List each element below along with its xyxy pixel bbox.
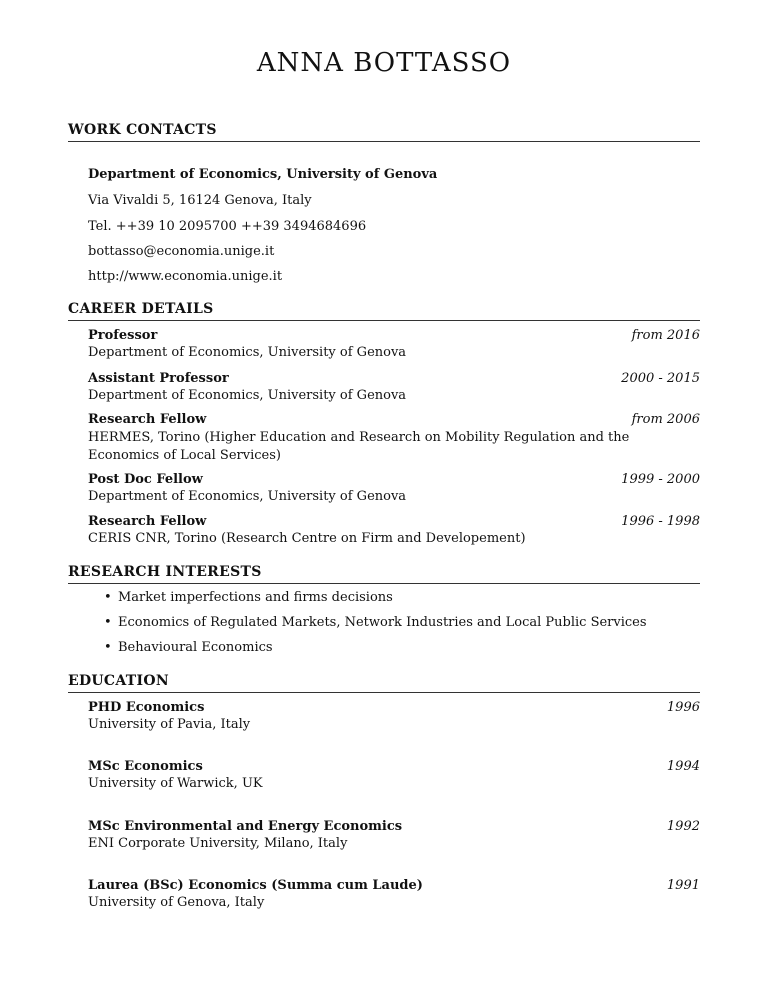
- phone: Tel. ++39 10 2095700 ++39 3494684696: [88, 219, 367, 234]
- education-place: University of Genova, Italy: [88, 895, 265, 910]
- section-heading-research: RESEARCH INTERESTS: [68, 564, 700, 584]
- career-place: Department of Economics, University of Genova: [88, 489, 407, 504]
- career-place: Department of Economics, University of Genova: [88, 345, 407, 360]
- bullet-icon: •: [104, 615, 112, 630]
- education-date: 1992: [666, 819, 700, 834]
- career-date: 2000 - 2015: [621, 371, 700, 386]
- career-role: Assistant Professor: [88, 371, 229, 386]
- career-role: Professor: [88, 328, 158, 343]
- education-degree: MSc Economics: [88, 759, 203, 774]
- career-date: 1999 - 2000: [621, 472, 700, 487]
- career-role: Research Fellow: [88, 412, 207, 427]
- education-place: ENI Corporate University, Milano, Italy: [88, 836, 348, 851]
- email-link[interactable]: bottasso@economia.unige.it: [88, 244, 275, 259]
- career-place: HERMES, Torino (Higher Education and Research on Mobility Regulation and the Economics of Local Services): [88, 430, 630, 463]
- bullet-icon: •: [104, 590, 112, 605]
- list-item: • Market imperfections and firms decisions: [104, 590, 393, 605]
- education-date: 1996: [666, 700, 700, 715]
- education-date: 1994: [666, 759, 700, 774]
- career-role: Post Doc Fellow: [88, 472, 203, 487]
- list-item: • Economics of Regulated Markets, Network Industries and Local Public Services: [104, 615, 647, 630]
- education-degree: MSc Environmental and Energy Economics: [88, 819, 403, 834]
- section-heading-education: EDUCATION: [68, 673, 700, 693]
- career-date: from 2016: [631, 328, 700, 343]
- address: Via Vivaldi 5, 16124 Genova, Italy: [88, 193, 312, 208]
- education-place: University of Pavia, Italy: [88, 717, 251, 732]
- website-link[interactable]: http://www.economia.unige.it: [88, 269, 283, 284]
- department-name: Department of Economics, University of Genova: [88, 167, 438, 182]
- career-role: Research Fellow: [88, 514, 207, 529]
- section-heading-career: CAREER DETAILS: [68, 301, 700, 321]
- career-place: CERIS CNR, Torino (Research Centre on Firm and Developement): [88, 531, 526, 546]
- education-degree: PHD Economics: [88, 700, 205, 715]
- career-date: 1996 - 1998: [621, 514, 700, 529]
- section-heading-work-contacts: WORK CONTACTS: [68, 122, 700, 142]
- education-place: University of Warwick, UK: [88, 776, 263, 791]
- list-item: • Behavioural Economics: [104, 640, 273, 655]
- bullet-icon: •: [104, 640, 112, 655]
- page-title: ANNA BOTTASSO: [256, 48, 512, 78]
- career-place: Department of Economics, University of Genova: [88, 388, 407, 403]
- education-degree: Laurea (BSc) Economics (Summa cum Laude): [88, 878, 423, 893]
- education-date: 1991: [666, 878, 700, 893]
- career-date: from 2006: [631, 412, 700, 427]
